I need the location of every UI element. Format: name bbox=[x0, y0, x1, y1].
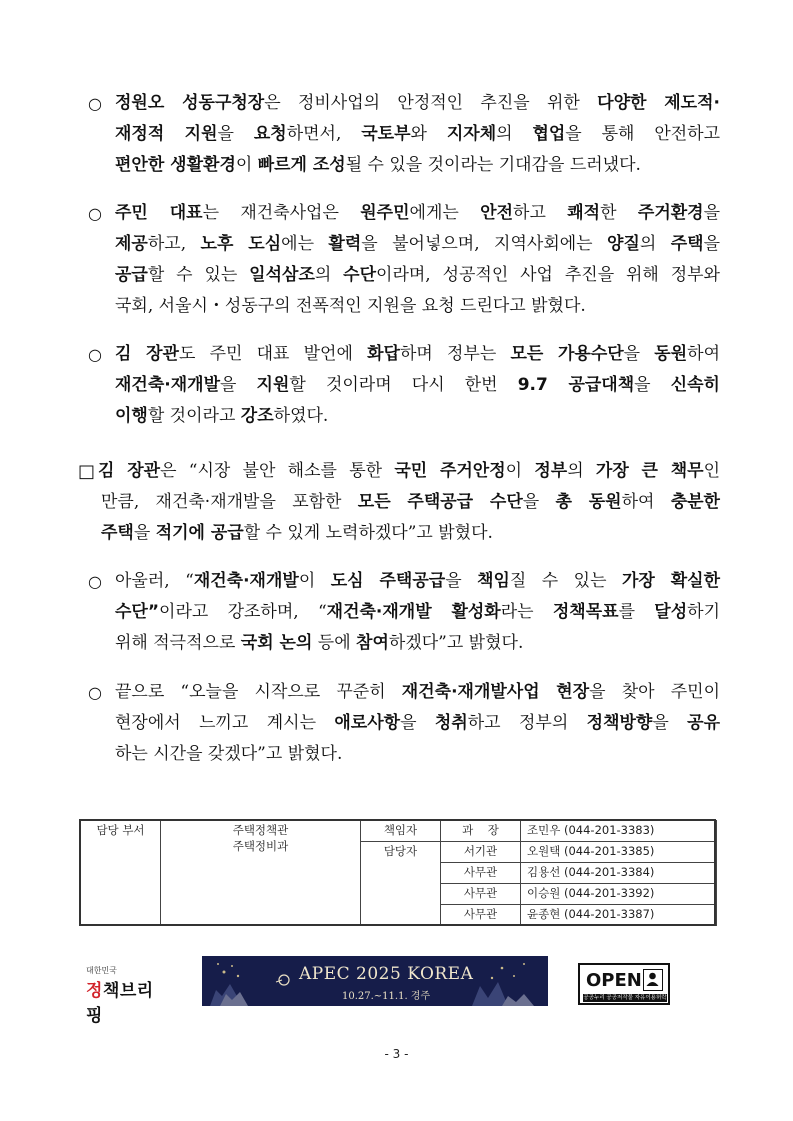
emphasis-text: 적기에 공급 bbox=[155, 523, 244, 543]
paragraph-lines bbox=[115, 339, 720, 432]
emphasis-text: 강조 bbox=[240, 406, 274, 426]
emphasis-text: 지자체 bbox=[446, 124, 497, 144]
emphasis-text: 책임 bbox=[477, 571, 510, 591]
emphasis-text: 정부 bbox=[534, 461, 568, 481]
body-text: 은 “시장 불안 해소를 통한 bbox=[160, 461, 395, 481]
emphasis-text: 정원오 성동구청장 bbox=[115, 93, 265, 113]
emphasis-text: 재건축·재개발 bbox=[115, 375, 220, 395]
body-text: 의 bbox=[639, 234, 671, 254]
person-cell: 오원택 (044-201-3385) bbox=[521, 842, 717, 863]
body-text: 에는 bbox=[281, 234, 329, 254]
body-text: 만큼, 재건축·재개발을 포함한 bbox=[101, 492, 358, 512]
body-text: 질 수 있는 bbox=[509, 571, 622, 591]
emphasis-text: 활력 bbox=[328, 234, 362, 254]
paragraph-lines bbox=[115, 566, 720, 659]
emphasis-text: 신속히 bbox=[670, 375, 720, 395]
body-text: 을 bbox=[133, 523, 156, 543]
emphasis-text: 애로사항 bbox=[334, 713, 401, 733]
text-line bbox=[115, 628, 720, 659]
body-text: 인 bbox=[703, 461, 721, 481]
bullet-marker: □ bbox=[78, 461, 96, 482]
briefing-logo-rest: 책브리핑 bbox=[86, 981, 154, 1026]
emphasis-text: 모든 주택공급 수단 bbox=[357, 492, 523, 512]
emphasis-text: 원주민 bbox=[360, 203, 410, 223]
text-line bbox=[115, 339, 720, 370]
person-cell: 김용선 (044-201-3384) bbox=[521, 863, 717, 884]
body-text: 하였다. bbox=[273, 406, 329, 426]
emphasis-text: 지원 bbox=[256, 375, 290, 395]
body-text: 하고 bbox=[513, 203, 568, 223]
body-text: 을 bbox=[703, 234, 721, 254]
body-text: 등에 bbox=[312, 633, 357, 653]
title-cell: 사무관 bbox=[441, 884, 521, 905]
paragraph-3 bbox=[88, 339, 720, 432]
emphasis-text: 김 장관 bbox=[98, 461, 161, 481]
paragraph-lines bbox=[115, 677, 720, 770]
body-text: 하기 bbox=[687, 602, 720, 622]
emphasis-text: 달성 bbox=[654, 602, 688, 622]
dept-label: 담당 부서 bbox=[81, 821, 161, 926]
emphasis-text: 화답 bbox=[367, 344, 400, 364]
kogl-open-badge[interactable] bbox=[578, 963, 670, 1005]
emphasis-text: 김 장관 bbox=[115, 344, 179, 364]
body-text: 하며 정부는 bbox=[399, 344, 511, 364]
body-text: 이라며, 성공적인 사업 추진을 위해 정부와 bbox=[376, 265, 720, 285]
body-text: 할 것이라며 다시 한번 bbox=[289, 375, 518, 395]
text-line bbox=[115, 150, 720, 181]
text-line bbox=[115, 291, 720, 322]
emphasis-text: 국민 주거안정 bbox=[394, 461, 506, 481]
briefing-logo-small: 대한민국 bbox=[86, 966, 117, 975]
title-cell: 과 장 bbox=[441, 821, 521, 842]
body-text: 할 것이라고 bbox=[147, 406, 241, 426]
text-line bbox=[115, 119, 720, 150]
dept-line: 주택정책관 bbox=[232, 823, 289, 837]
emphasis-text: 국회 논의 bbox=[240, 633, 313, 653]
body-text: 한 bbox=[600, 203, 638, 223]
emphasis-text: 재건축·재개발사업 현장 bbox=[401, 682, 590, 702]
body-text: 을 bbox=[220, 375, 257, 395]
page-number: - 3 - bbox=[384, 1047, 409, 1061]
paragraph-lines bbox=[115, 88, 720, 181]
emphasis-text: 노후 도심 bbox=[200, 234, 282, 254]
text-line bbox=[98, 456, 720, 487]
dept-line: 주택정비과 bbox=[232, 839, 289, 853]
role-cell bbox=[361, 884, 441, 905]
bullet-marker: ○ bbox=[88, 572, 102, 591]
text-line bbox=[115, 88, 720, 119]
role-cell: 담당자 bbox=[361, 842, 441, 863]
text-line bbox=[101, 518, 720, 549]
body-text: 의 bbox=[496, 124, 533, 144]
body-text: 을 bbox=[217, 124, 254, 144]
body-text: 될 수 있을 것이라는 기대감을 드러냈다. bbox=[345, 155, 641, 175]
text-line bbox=[101, 487, 720, 518]
briefing-logo-text bbox=[86, 976, 168, 1026]
emphasis-text: 청취 bbox=[434, 713, 468, 733]
emphasis-text: 도심 주택공급 bbox=[330, 571, 446, 591]
emphasis-text: 쾌적 bbox=[567, 203, 601, 223]
body-text: 할 수 있는 bbox=[147, 265, 250, 285]
text-line bbox=[115, 260, 720, 291]
body-text: 하면서, bbox=[286, 124, 362, 144]
body-text: 라는 bbox=[500, 602, 553, 622]
body-text: 하고 정부의 bbox=[467, 713, 587, 733]
emphasis-text: 재건축·재개발 bbox=[193, 571, 299, 591]
body-text: 를 bbox=[618, 602, 655, 622]
body-text: 이라고 강조하며, “ bbox=[159, 602, 327, 622]
open-caption: 공공누리 공공저작물 자유이용허락 bbox=[583, 995, 667, 1001]
emphasis-text: 제공 bbox=[115, 234, 148, 254]
emphasis-text: 총 동원 bbox=[555, 492, 622, 512]
role-cell: 책임자 bbox=[361, 821, 441, 842]
attribution-person-icon bbox=[643, 969, 663, 991]
text-line bbox=[115, 401, 720, 432]
emphasis-text: 빠르게 조성 bbox=[257, 155, 346, 175]
body-text: 을 bbox=[652, 713, 688, 733]
emphasis-text: 정책목표 bbox=[552, 602, 619, 622]
emphasis-text: 참여 bbox=[356, 633, 389, 653]
body-text: 을 불어넣으며, 지역사회에는 bbox=[361, 234, 608, 254]
emphasis-text: 가장 큰 책무 bbox=[595, 461, 704, 481]
text-line bbox=[115, 597, 720, 628]
paragraph-lines bbox=[115, 198, 720, 322]
emphasis-text: 수단 bbox=[343, 265, 377, 285]
paragraph-1 bbox=[88, 88, 720, 181]
emphasis-text: 공유 bbox=[687, 713, 721, 733]
emphasis-text: 9.7 공급대책 bbox=[517, 375, 635, 395]
bullet-marker: ○ bbox=[88, 94, 102, 113]
body-text: 국회, 서울시・성동구의 전폭적인 지원을 요청 드린다고 밝혔다. bbox=[115, 296, 586, 316]
emphasis-text: 편안한 생활환경 bbox=[115, 155, 236, 175]
emphasis-text: 수단” bbox=[115, 602, 160, 622]
body-text: 은 정비사업의 안정적인 추진을 위한 bbox=[264, 93, 598, 113]
body-text: 을 bbox=[634, 375, 671, 395]
text-line bbox=[115, 370, 720, 401]
emphasis-text: 일석삼조 bbox=[249, 265, 315, 285]
body-text: 하여 bbox=[621, 492, 671, 512]
person-cell: 윤종현 (044-201-3387) bbox=[521, 905, 717, 926]
policy-briefing-logo[interactable] bbox=[86, 965, 168, 1026]
bullet-marker: ○ bbox=[88, 345, 102, 364]
body-text: 이 bbox=[505, 461, 535, 481]
body-text: 을 bbox=[703, 203, 721, 223]
title-cell: 서기관 bbox=[441, 842, 521, 863]
emphasis-text: 공급 bbox=[115, 265, 148, 285]
body-text: 하고, bbox=[147, 234, 201, 254]
body-text: 끝으로 “오늘을 시작으로 꾸준히 bbox=[115, 682, 402, 702]
body-text: 을 bbox=[400, 713, 435, 733]
body-text: 와 bbox=[410, 124, 447, 144]
paragraph-5 bbox=[88, 566, 720, 659]
body-text: 이 bbox=[298, 571, 331, 591]
emphasis-text: 재정적 지원 bbox=[115, 124, 218, 144]
body-text: 도 주민 대표 발언에 bbox=[178, 344, 368, 364]
emphasis-text: 요청 bbox=[253, 124, 287, 144]
paragraph-2 bbox=[88, 198, 720, 322]
apec-banner[interactable] bbox=[202, 956, 548, 1006]
dept-names bbox=[161, 821, 361, 926]
paragraph-4 bbox=[78, 456, 720, 549]
body-text: 는 재건축사업은 bbox=[202, 203, 361, 223]
emphasis-text: 가장 확실한 bbox=[621, 571, 721, 591]
emphasis-text: 모든 가용수단 bbox=[510, 344, 624, 364]
body-text: 위해 적극적으로 bbox=[115, 633, 241, 653]
emphasis-text: 충분한 bbox=[670, 492, 720, 512]
body-text: 의 bbox=[314, 265, 344, 285]
emphasis-text: 주택 bbox=[101, 523, 134, 543]
contact-table bbox=[80, 820, 717, 926]
text-line bbox=[115, 677, 720, 708]
body-text: 의 bbox=[567, 461, 596, 481]
emphasis-text: 재건축·재개발 활성화 bbox=[326, 602, 501, 622]
bullet-marker: ○ bbox=[88, 683, 102, 702]
paragraph-lines bbox=[98, 456, 721, 549]
text-line bbox=[115, 198, 720, 229]
apec-date: 10.27.~11.1. 경주 bbox=[342, 991, 431, 1002]
emphasis-text: 정책방향 bbox=[586, 713, 653, 733]
text-line bbox=[115, 566, 720, 597]
body-text: 하는 시간을 갖겠다”고 밝혔다. bbox=[115, 744, 343, 764]
title-cell: 사무관 bbox=[441, 905, 521, 926]
emphasis-text: 주거환경 bbox=[637, 203, 704, 223]
emphasis-text: 동원 bbox=[654, 344, 688, 364]
body-text: 하여 bbox=[687, 344, 720, 364]
emphasis-text: 이행 bbox=[115, 406, 148, 426]
body-text: 을 찾아 주민이 bbox=[589, 682, 720, 702]
emphasis-text: 주민 대표 bbox=[115, 203, 203, 223]
emphasis-text: 다양한 제도적· bbox=[597, 93, 720, 113]
body-text: 아울러, “ bbox=[115, 571, 194, 591]
body-text: 에게는 bbox=[409, 203, 481, 223]
body-text: 현장에서 느끼고 계시는 bbox=[115, 713, 335, 733]
body-text: 할 수 있게 노력하겠다”고 밝혔다. bbox=[243, 523, 493, 543]
role-cell bbox=[361, 863, 441, 884]
text-line bbox=[115, 229, 720, 260]
emphasis-text: 협업 bbox=[532, 124, 566, 144]
role-cell bbox=[361, 905, 441, 926]
emphasis-text: 안전 bbox=[480, 203, 514, 223]
apec-title: APEC 2025 KOREA bbox=[299, 964, 474, 984]
body-text: 을 통해 안전하고 bbox=[565, 124, 721, 144]
text-line bbox=[115, 708, 720, 739]
body-text: 하겠다”고 밝혔다. bbox=[388, 633, 524, 653]
title-cell: 사무관 bbox=[441, 863, 521, 884]
open-word: OPEN bbox=[586, 970, 642, 991]
emphasis-text: 국토부 bbox=[361, 124, 411, 144]
bullet-marker: ○ bbox=[88, 204, 102, 223]
body-text: 이 bbox=[235, 155, 258, 175]
person-cell: 이승원 (044-201-3392) bbox=[521, 884, 717, 905]
body-text: 을 bbox=[522, 492, 556, 512]
briefing-logo-red: 정 bbox=[86, 981, 103, 1001]
paragraph-6 bbox=[88, 677, 720, 770]
text-line bbox=[115, 739, 720, 770]
emphasis-text: 양질 bbox=[607, 234, 640, 254]
body-text: 을 bbox=[445, 571, 478, 591]
emphasis-text: 주택 bbox=[670, 234, 704, 254]
person-cell: 조민우 (044-201-3383) bbox=[521, 821, 717, 842]
body-text: 을 bbox=[623, 344, 655, 364]
